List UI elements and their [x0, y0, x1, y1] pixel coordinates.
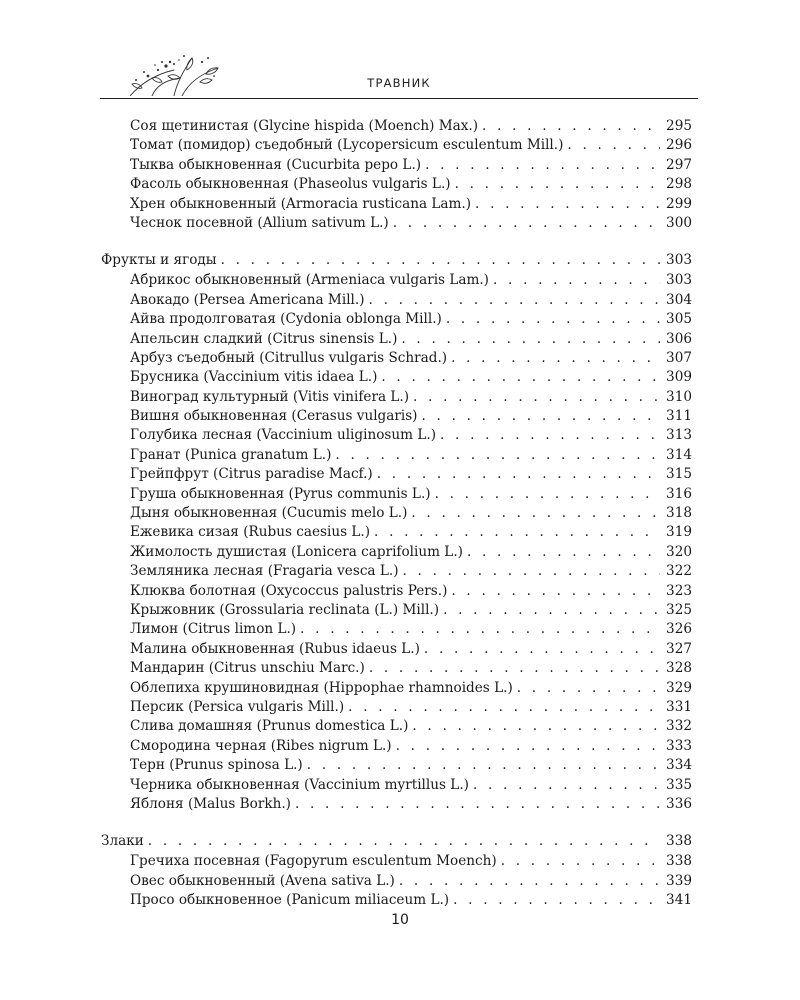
entry-title: Брусника (Vaccinium vitis idaea L.) [130, 369, 378, 386]
page-number: 10 [391, 912, 409, 928]
page-ref: 316 [666, 485, 692, 502]
page-ref: 336 [666, 795, 692, 812]
entry-title: Абрикос обыкновенный (Armeniaca vulgaris Lam.) [130, 272, 489, 289]
page-ref: 332 [666, 718, 692, 735]
toc-entry [101, 426, 692, 445]
page-ref: 325 [666, 601, 692, 618]
dot-leader [467, 543, 660, 562]
toc-entry [101, 698, 692, 717]
toc-entry [101, 776, 692, 795]
toc-entry [101, 214, 692, 233]
running-head: ТРАВНИК [367, 76, 431, 90]
dot-leader [374, 523, 660, 542]
entry-title: Земляника лесная (Fragaria vesca L.) [130, 563, 399, 580]
toc-entry [101, 852, 692, 871]
entry-title: Смородина черная (Ribes nigrum L.) [130, 737, 392, 754]
toc-group [101, 831, 692, 910]
dot-leader [422, 407, 661, 426]
page-ref: 335 [666, 776, 692, 793]
entry-title: Черника обыкновенная (Vaccinium myrtillus L.) [130, 776, 469, 793]
page-ref: 298 [666, 176, 692, 193]
toc-entry [101, 756, 692, 775]
toc-entry [101, 136, 692, 155]
entry-title: Облепиха крушиновидная (Hippophae rhamnoides L.) [130, 679, 513, 696]
entry-title: Виноград культурный (Vitis vinifera L.) [130, 388, 410, 405]
entry-title: Фасоль обыкновенная (Phaseolus vulgaris L.) [130, 176, 451, 193]
toc-entry [101, 271, 692, 290]
dot-leader [295, 795, 660, 814]
page-ref: 309 [666, 369, 692, 386]
entry-title: Терн (Prunus spinosa L.) [130, 757, 303, 774]
dot-leader [396, 737, 660, 756]
toc-entry [101, 388, 692, 407]
entry-title: Вишня обыкновенная (Cerasus vulgaris) [130, 408, 418, 425]
section-title: Злаки [101, 833, 144, 850]
entry-title: Грейпфрут (Citrus paradise Macf.) [130, 466, 373, 483]
toc-entry [101, 117, 692, 136]
page-ref: 300 [666, 214, 692, 231]
dot-leader [443, 601, 660, 620]
entry-title: Клюква болотная (Oxycoccus palustris Pers.) [130, 582, 448, 599]
page-ref: 334 [666, 757, 692, 774]
page-ref: 320 [666, 543, 692, 560]
dot-leader [413, 388, 660, 407]
page-ref: 315 [666, 466, 692, 483]
page-ref: 327 [666, 640, 692, 657]
dot-leader [473, 776, 660, 795]
toc-entry [101, 523, 692, 542]
dot-leader [399, 872, 660, 891]
toc-entry [101, 679, 692, 698]
toc-entry [101, 562, 692, 581]
page-ref: 295 [666, 118, 692, 134]
page-ref: 319 [666, 524, 692, 541]
toc-entry [101, 368, 692, 387]
entry-title: Хрен обыкновенный (Armoracia rusticana Lam.) [130, 195, 472, 212]
page-ref: 310 [666, 388, 692, 405]
entry-title: Крыжовник (Grossularia reclinata (L.) Mill.) [130, 601, 440, 618]
dot-leader [475, 195, 660, 214]
page-ref: 296 [666, 137, 692, 154]
dot-leader [451, 582, 660, 601]
entry-title: Слива домашняя (Prunus domestica L.) [130, 718, 409, 735]
dot-leader [348, 698, 660, 717]
toc-section [101, 831, 692, 852]
dot-leader [482, 117, 660, 136]
dot-leader [425, 156, 660, 175]
page-ref: 331 [666, 698, 692, 715]
page-ref: 328 [666, 660, 692, 677]
entry-title: Апельсин сладкий (Citrus sinensis L.) [130, 330, 398, 347]
dot-leader [401, 330, 660, 349]
toc-entry [101, 601, 692, 620]
page-ref: 318 [666, 505, 692, 522]
dot-leader [453, 891, 660, 910]
toc-entry [101, 465, 692, 484]
entry-title: Айва продолговатая (Cydonia oblonga Mill.) [130, 311, 442, 328]
page-ref: 305 [666, 311, 692, 328]
page-ref: 338 [666, 853, 692, 870]
dot-leader [435, 485, 660, 504]
page-header [100, 50, 698, 99]
page-ref: 299 [666, 195, 692, 212]
dot-leader [369, 659, 660, 678]
dot-leader [221, 250, 660, 271]
entry-title: Ежевика сизая (Rubus caesius L.) [130, 524, 371, 541]
dot-leader [567, 136, 660, 155]
entry-title: Малина обыкновенная (Rubus idaeus L.) [130, 640, 420, 657]
page-ref: 323 [666, 582, 692, 599]
toc-group [101, 250, 692, 814]
entry-title: Чеснок посевной (Allium sativum L.) [130, 214, 389, 231]
dot-leader [440, 426, 660, 445]
toc-section [101, 250, 692, 271]
toc-entry [101, 156, 692, 175]
toc-entry [101, 504, 692, 523]
toc-entry [101, 717, 692, 736]
page-ref: 307 [666, 349, 692, 366]
toc-entry [101, 195, 692, 214]
dot-leader [377, 465, 660, 484]
toc-entry [101, 349, 692, 368]
toc-entry [101, 485, 692, 504]
toc-entry [101, 543, 692, 562]
page-ref: 297 [666, 156, 692, 173]
entry-title: Груша обыкновенная (Pyrus communis L.) [130, 485, 431, 502]
page-ref: 329 [666, 679, 692, 696]
toc-entry [101, 330, 692, 349]
toc-entry [101, 310, 692, 329]
page-ref: 339 [666, 872, 692, 889]
page-ref: 338 [666, 833, 692, 850]
toc-entry [101, 795, 692, 814]
entry-title: Гречиха посевная (Fagopyrum esculentum Moench) [130, 853, 497, 870]
entry-title: Персик (Persica vulgaris Mill.) [130, 698, 345, 715]
dot-leader [148, 831, 660, 852]
section-title: Фрукты и ягоды [101, 252, 217, 269]
page-ref: 311 [666, 408, 692, 425]
entry-title: Соя щетинистая (Glycine hispida (Moench) Max.) [130, 118, 479, 134]
page-ref: 314 [666, 446, 692, 463]
entry-title: Авокадо (Persea Americana Mill.) [130, 291, 365, 308]
dot-leader [381, 368, 660, 387]
entry-title: Яблоня (Malus Borkh.) [130, 795, 291, 812]
dot-leader [412, 717, 660, 736]
toc-entry [101, 872, 692, 891]
entry-title: Мандарин (Citrus unschiu Marc.) [130, 660, 365, 677]
toc-entry [101, 891, 692, 910]
dot-leader [300, 620, 660, 639]
dot-leader [335, 446, 660, 465]
page-ref: 303 [666, 272, 692, 289]
toc-entry [101, 407, 692, 426]
toc-entry [101, 737, 692, 756]
dot-leader [403, 562, 660, 581]
entry-title: Лимон (Citrus limon L.) [130, 621, 297, 638]
entry-title: Жимолость душистая (Lonicera caprifolium L.) [130, 543, 463, 560]
toc-entry [101, 291, 692, 310]
toc-entry [101, 659, 692, 678]
entry-title: Голубика лесная (Vaccinium uliginosum L.) [130, 427, 436, 444]
dot-leader [307, 756, 660, 775]
dot-leader [369, 291, 660, 310]
page-ref: 313 [666, 427, 692, 444]
dot-leader [451, 349, 660, 368]
toc-entry [101, 582, 692, 601]
dot-leader [393, 214, 660, 233]
entry-title: Дыня обыкновенная (Cucumis melo L.) [130, 505, 408, 522]
page-ref: 333 [666, 737, 692, 754]
page-ref: 322 [666, 563, 692, 580]
entry-title: Просо обыкновенное (Panicum miliaceum L.) [130, 892, 450, 909]
toc-entry [101, 175, 692, 194]
dot-leader [493, 271, 660, 290]
entry-title: Овес обыкновенный (Avena sativa L.) [130, 872, 395, 889]
toc-group [101, 117, 692, 233]
page-ref: 326 [666, 621, 692, 638]
dot-leader [501, 852, 660, 871]
page-ref: 306 [666, 330, 692, 347]
entry-title: Арбуз съедобный (Citrullus vulgaris Schrad.) [130, 349, 448, 366]
dot-leader [446, 310, 660, 329]
page-ref: 304 [666, 291, 692, 308]
toc-entry [101, 640, 692, 659]
toc-entry [101, 446, 692, 465]
page-ref: 341 [666, 892, 692, 909]
entry-title: Томат (помидор) съедобный (Lycopersicum esculentum Mill.) [130, 137, 564, 154]
dot-leader [517, 679, 660, 698]
dot-leader [424, 640, 660, 659]
dot-leader [455, 175, 660, 194]
dot-leader [411, 504, 660, 523]
entry-title: Тыква обыкновенная (Cucurbita pepo L.) [130, 156, 422, 173]
toc-entry [101, 620, 692, 639]
entry-title: Гранат (Punica granatum L.) [130, 446, 332, 463]
page-ref: 303 [666, 252, 692, 269]
table-of-contents [101, 117, 692, 927]
